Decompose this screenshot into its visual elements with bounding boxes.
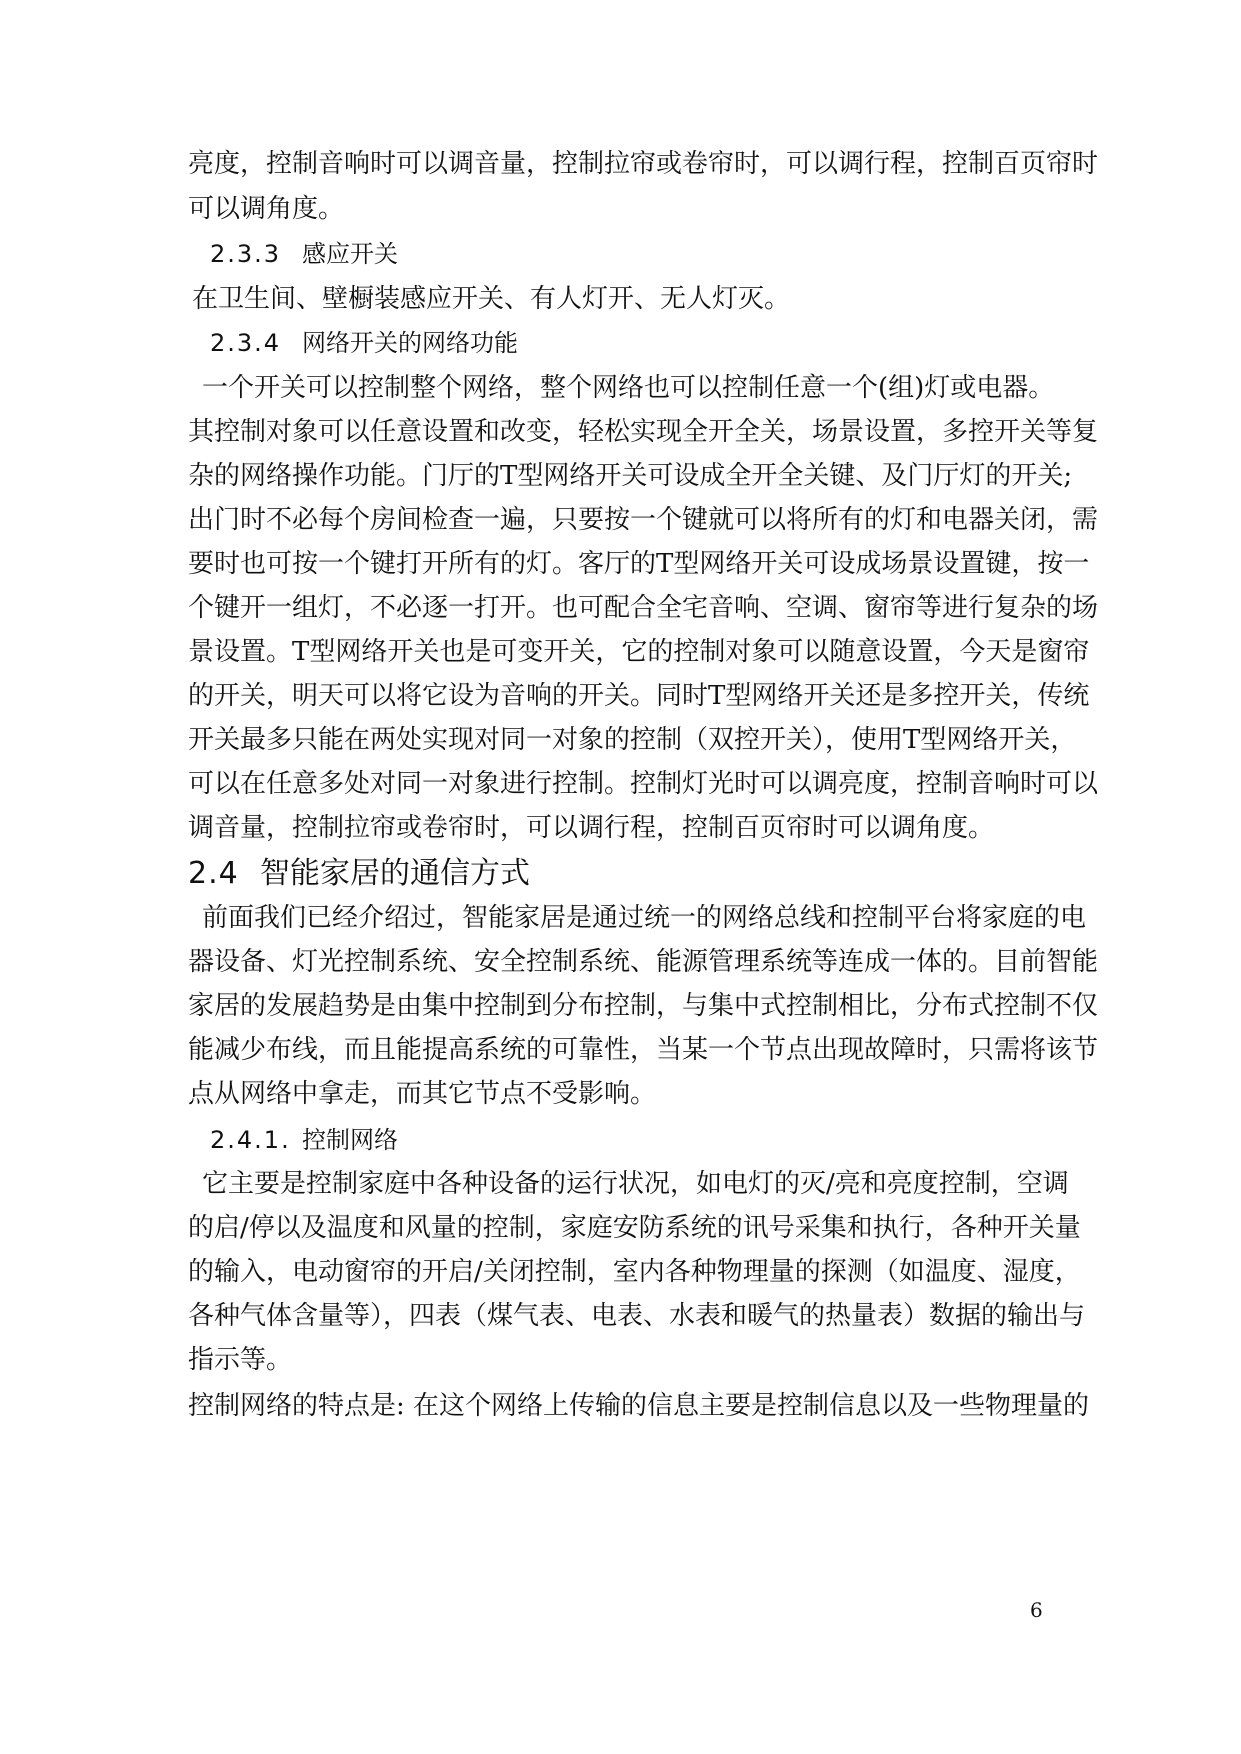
- section-number: 2.4: [188, 856, 239, 891]
- body-text-line: 可以在任意多处对同一对象进行控制。控制灯光时可以调亮度，控制音响时可以: [188, 769, 1099, 799]
- subsection-heading-2-4-1: [210, 1124, 398, 1156]
- body-text-line: 在卫生间、壁橱装感应开关、有人灯开、无人灯灭。: [192, 284, 791, 314]
- subsection-title: 感应开关: [302, 240, 398, 268]
- body-text-line: 前面我们已经介绍过，智能家居是通过统一的网络总线和控制平台将家庭的电: [202, 903, 1087, 933]
- body-text-line: 各种气体含量等），四表（煤气表、电表、水表和暖气的热量表）数据的输出与: [188, 1301, 1086, 1331]
- body-text-line: 器设备、灯光控制系统、安全控制系统、能源管理系统等连成一体的。目前智能: [188, 947, 1099, 977]
- body-text-line: 家居的发展趋势是由集中控制到分布控制，与集中式控制相比，分布式控制不仅: [188, 991, 1099, 1021]
- body-text-line: 亮度，控制音响时可以调音量，控制拉帘或卷帘时，可以调行程，控制百页帘时: [188, 149, 1099, 179]
- subsection-number: 2.3.4: [210, 329, 282, 357]
- subsection-number: 2.4.1.: [210, 1126, 291, 1154]
- body-text-line: 控制网络的特点是: 在这个网络上传输的信息主要是控制信息以及一些物理量的: [188, 1391, 1090, 1421]
- subsection-heading-2-3-4: [210, 327, 518, 359]
- body-text-line: 开关最多只能在两处实现对同一对象的控制（双控开关），使用T型网络开关，: [188, 725, 1077, 755]
- body-text-line: 个键开一组灯，不必逐一打开。也可配合全宅音响、空调、窗帘等进行复杂的场: [188, 593, 1099, 623]
- subsection-title: 网络开关的网络功能: [302, 329, 518, 357]
- section-title: 智能家居的通信方式: [260, 856, 530, 891]
- subsection-title: 控制网络: [302, 1126, 398, 1154]
- body-text-line: 的启/停以及温度和风量的控制，家庭安防系统的讯号采集和执行，各种开关量: [188, 1213, 1081, 1243]
- body-text-line: 其控制对象可以任意设置和改变，轻松实现全开全关，场景设置，多控开关等复: [188, 417, 1099, 447]
- subsection-number: 2.3.3: [210, 240, 282, 268]
- body-text-line: 要时也可按一个键打开所有的灯。客厅的T型网络开关可设成场景设置键，按一: [188, 549, 1090, 579]
- body-text-line: 调音量，控制拉帘或卷帘时，可以调行程，控制百页帘时可以调角度。: [188, 813, 995, 843]
- body-text-line: 杂的网络操作功能。门厅的T型网络开关可设成全开全关键、及门厅灯的开关;: [188, 461, 1073, 491]
- body-text-line: 可以调角度。: [188, 194, 345, 224]
- body-text-line: 它主要是控制家庭中各种设备的运行状况，如电灯的灭/亮和亮度控制，空调: [202, 1169, 1069, 1199]
- body-text-line: 的输入，电动窗帘的开启/关闭控制，室内各种物理量的探测（如温度、湿度，: [188, 1257, 1081, 1287]
- body-text-line: 能减少布线，而且能提高系统的可靠性，当某一个节点出现故障时，只需将该节: [188, 1035, 1099, 1065]
- body-text-line: 出门时不必每个房间检查一遍，只要按一个键就可以将所有的灯和电器关闭，需: [188, 505, 1099, 535]
- body-text-line: 的开关，明天可以将它设为音响的开关。同时T型网络开关还是多控开关，传统: [188, 681, 1090, 711]
- body-text-line: 指示等。: [188, 1345, 293, 1375]
- body-text-line: 一个开关可以控制整个网络，整个网络也可以控制任意一个(组)灯或电器。: [202, 373, 1055, 403]
- body-text-line: 景设置。T型网络开关也是可变开关，它的控制对象可以随意设置，今天是窗帘: [188, 637, 1090, 667]
- section-heading-2-4: [188, 856, 530, 892]
- page-number: 6: [1030, 1598, 1043, 1622]
- subsection-heading-2-3-3: [210, 238, 398, 270]
- body-text-line: 点从网络中拿走，而其它节点不受影响。: [188, 1079, 657, 1109]
